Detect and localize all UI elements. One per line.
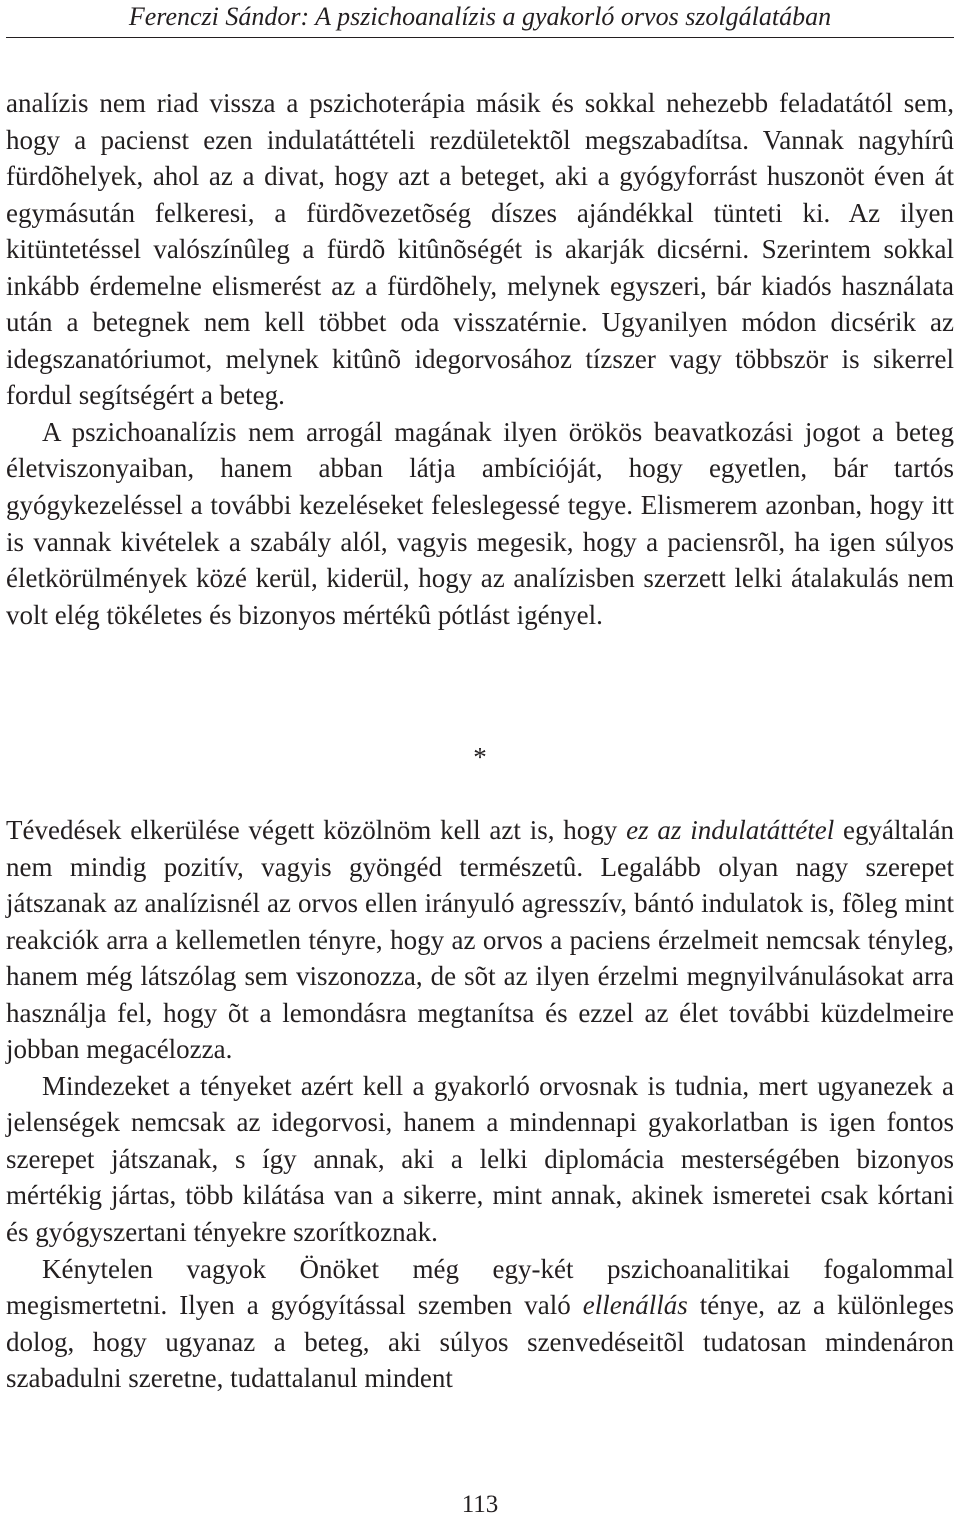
paragraph-3-text-b: egyáltalán nem mindig pozitív, vagyis gyöngéd természetû. Legalább olyan nagy szerepet játszanak az analízisnél az orvos ellen irányuló agresszív, bántó indulatok is, fõleg mint reakciók arra a kellemetlen tényre, hogy az orvos a paciens érzelmeit nemcsak tényleg, hanem még látszólag sem viszonozza, de sõt az ilyen érzelmi megnyilvánulásokat arra használja fel, hogy õt a lemondásra megtanítsa és ezzel az élet további küzdelmeire jobban megacélozza. <box>6 815 954 1065</box>
paragraph-4: Mindezeket a tényeket azért kell a gyakorló orvosnak is tudnia, mert ugyanezek a jelenségek nemcsak az idegorvosi, hanem a mindennapi gyakorlatban is igen fontos szerepet játszanak, s így annak, aki a lelki diplomácia mesterségében bizonyos mértékig jártas, több kilátása van a sikerre, mint annak, akinek ismeretei csak kórtani és gyógyszertani tényekre szorítkoznak. <box>6 1070 954 1248</box>
emphasis-ellenallas: ellenállás <box>582 1290 688 1321</box>
paragraph-3-text-a: Tévedések elkerülése végett közölnöm kell azt is, hogy <box>6 815 627 845</box>
page-number: 113 <box>461 1491 499 1518</box>
paragraph-2: A pszichoanalízis nem arrogál magának ilyen örökös beavatkozási jogot a beteg életviszonyaiban, hanem abban látja ambícióját, hogy egyetlen, bár tartós gyógykezeléssel a további kezeléseket feleslegessé tegye. Elismerem azonban, hogy itt is vannak kivételek a szabály alól, vagyis megesik, hogy a paciensrõl, ha igen súlyos életkörülmények közé kerül, kiderül, hogy az analízisben szerzett lelki átalakulás nem volt elég tökéletes és bizonyos mértékû pótlást igényel. <box>6 416 954 630</box>
text-block-top <box>6 85 954 633</box>
paragraph-1: analízis nem riad vissza a pszichoterápia másik és sokkal nehezebb feladatától sem, hogy a pacienst ezen indulatáttételi rezdületektõl megszabadítsa. Vannak nagyhírû fürdõhelyek, ahol az a divat, hogy azt a beteget, aki a gyógyforrást huszonöt éven át egymásután felkeresi, a fürdõvezetõség díszes ajándékkal tünteti ki. Az ilyen kitüntetéssel valószínûleg a fürdõ kitûnõségét is akarják dicsérni. Szerintem sokkal inkább érdemelne elismerést az a fürdõhely, melynek egyszeri, bár kiadós használata után a betegnek nem kell többet oda visszatérnie. Ugyanilyen módon dicsérik az idegszanatóriumot, melynek kitûnõ idegorvosához tízszer vagy többször is sikerrel fordul segítségért a beteg. <box>6 88 954 411</box>
paragraph-5 <box>6 1251 954 1397</box>
paragraph-5-text-b: ténye, az a különleges dolog, hogy ugyanaz a beteg, aki súlyos szenvedéseitõl tudatosan mindenáron szabadulni szeretne, tudattalanul mindent <box>6 1290 954 1394</box>
paragraph-3 <box>6 812 954 1068</box>
paragraph-5-text-a: Kénytelen vagyok Önöket még egy-két pszichoanalitikai fogalommal megismertetni. Ilyen a gyógyítással szemben való <box>6 1253 954 1321</box>
text-block-bottom <box>6 812 954 1397</box>
header-rule <box>6 37 954 38</box>
running-head: Ferenczi Sándor: A pszichoanalízis a gyakorló orvos szolgálatában <box>128 2 832 31</box>
emphasis-indulatattetel: ez az indulatáttétel <box>626 815 835 845</box>
section-break: * <box>473 742 487 772</box>
